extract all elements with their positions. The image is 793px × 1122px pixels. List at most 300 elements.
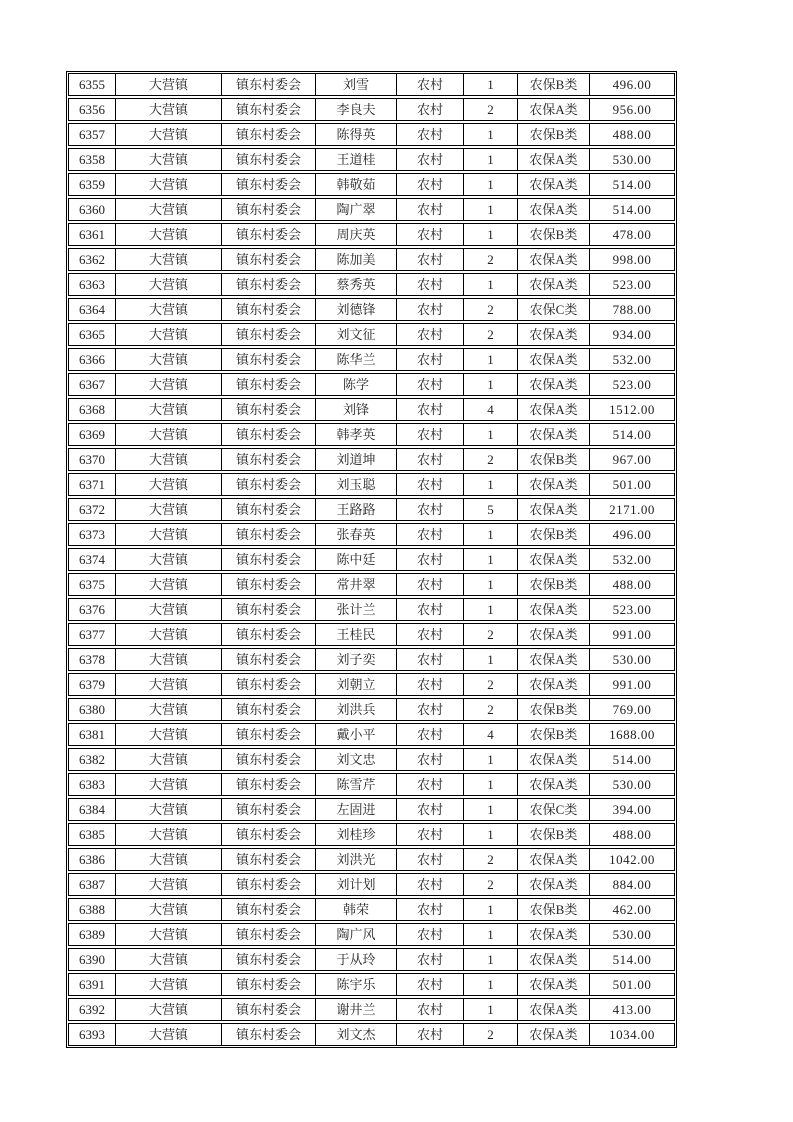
town-cell: 大营镇 bbox=[116, 673, 222, 696]
insurance-category-cell: 农保B类 bbox=[518, 223, 590, 246]
person-name-cell: 张计兰 bbox=[316, 598, 397, 621]
sequence-number-cell: 6392 bbox=[68, 998, 116, 1021]
amount-cell: 991.00 bbox=[590, 623, 675, 646]
sequence-number-cell: 6366 bbox=[68, 348, 116, 371]
table-row bbox=[68, 123, 675, 146]
person-count-cell: 1 bbox=[464, 798, 518, 821]
insurance-category-cell: 农保A类 bbox=[518, 398, 590, 421]
insurance-category-cell: 农保A类 bbox=[518, 648, 590, 671]
person-count-cell: 2 bbox=[464, 248, 518, 271]
table-row bbox=[68, 173, 675, 196]
amount-cell: 2171.00 bbox=[590, 498, 675, 521]
person-name-cell: 王道桂 bbox=[316, 148, 397, 171]
village-committee-cell: 镇东村委会 bbox=[222, 973, 316, 996]
town-cell: 大营镇 bbox=[116, 648, 222, 671]
amount-cell: 1034.00 bbox=[590, 1023, 675, 1046]
benefits-table bbox=[66, 71, 677, 1048]
insurance-category-cell: 农保A类 bbox=[518, 948, 590, 971]
residence-type-cell: 农村 bbox=[397, 398, 464, 421]
insurance-category-cell: 农保A类 bbox=[518, 373, 590, 396]
town-cell: 大营镇 bbox=[116, 698, 222, 721]
amount-cell: 514.00 bbox=[590, 173, 675, 196]
village-committee-cell: 镇东村委会 bbox=[222, 323, 316, 346]
insurance-category-cell: 农保B类 bbox=[518, 823, 590, 846]
insurance-category-cell: 农保B类 bbox=[518, 123, 590, 146]
table-row bbox=[68, 748, 675, 771]
amount-cell: 523.00 bbox=[590, 598, 675, 621]
table-row bbox=[68, 648, 675, 671]
town-cell: 大营镇 bbox=[116, 898, 222, 921]
village-committee-cell: 镇东村委会 bbox=[222, 373, 316, 396]
amount-cell: 1688.00 bbox=[590, 723, 675, 746]
village-committee-cell: 镇东村委会 bbox=[222, 498, 316, 521]
table-row bbox=[68, 323, 675, 346]
insurance-category-cell: 农保A类 bbox=[518, 973, 590, 996]
person-name-cell: 陈加美 bbox=[316, 248, 397, 271]
person-count-cell: 1 bbox=[464, 423, 518, 446]
residence-type-cell: 农村 bbox=[397, 948, 464, 971]
insurance-category-cell: 农保A类 bbox=[518, 873, 590, 896]
sequence-number-cell: 6370 bbox=[68, 448, 116, 471]
amount-cell: 956.00 bbox=[590, 98, 675, 121]
sequence-number-cell: 6361 bbox=[68, 223, 116, 246]
person-name-cell: 陈雪芹 bbox=[316, 773, 397, 796]
person-name-cell: 谢井兰 bbox=[316, 998, 397, 1021]
village-committee-cell: 镇东村委会 bbox=[222, 73, 316, 96]
town-cell: 大营镇 bbox=[116, 548, 222, 571]
insurance-category-cell: 农保A类 bbox=[518, 748, 590, 771]
residence-type-cell: 农村 bbox=[397, 748, 464, 771]
person-name-cell: 陈华兰 bbox=[316, 348, 397, 371]
insurance-category-cell: 农保C类 bbox=[518, 798, 590, 821]
person-name-cell: 刘桂珍 bbox=[316, 823, 397, 846]
sequence-number-cell: 6385 bbox=[68, 823, 116, 846]
person-name-cell: 蔡秀英 bbox=[316, 273, 397, 296]
town-cell: 大营镇 bbox=[116, 173, 222, 196]
sequence-number-cell: 6388 bbox=[68, 898, 116, 921]
residence-type-cell: 农村 bbox=[397, 98, 464, 121]
village-committee-cell: 镇东村委会 bbox=[222, 523, 316, 546]
table-row bbox=[68, 723, 675, 746]
table-row bbox=[68, 248, 675, 271]
village-committee-cell: 镇东村委会 bbox=[222, 348, 316, 371]
person-name-cell: 陈得英 bbox=[316, 123, 397, 146]
insurance-category-cell: 农保A类 bbox=[518, 198, 590, 221]
insurance-category-cell: 农保A类 bbox=[518, 148, 590, 171]
person-name-cell: 陈学 bbox=[316, 373, 397, 396]
person-count-cell: 1 bbox=[464, 748, 518, 771]
person-name-cell: 刘子奕 bbox=[316, 648, 397, 671]
table-row bbox=[68, 473, 675, 496]
village-committee-cell: 镇东村委会 bbox=[222, 473, 316, 496]
village-committee-cell: 镇东村委会 bbox=[222, 398, 316, 421]
amount-cell: 514.00 bbox=[590, 948, 675, 971]
town-cell: 大营镇 bbox=[116, 998, 222, 1021]
table-row bbox=[68, 198, 675, 221]
town-cell: 大营镇 bbox=[116, 323, 222, 346]
amount-cell: 934.00 bbox=[590, 323, 675, 346]
table-row bbox=[68, 523, 675, 546]
amount-cell: 488.00 bbox=[590, 573, 675, 596]
town-cell: 大营镇 bbox=[116, 573, 222, 596]
village-committee-cell: 镇东村委会 bbox=[222, 623, 316, 646]
town-cell: 大营镇 bbox=[116, 873, 222, 896]
amount-cell: 496.00 bbox=[590, 73, 675, 96]
person-count-cell: 1 bbox=[464, 198, 518, 221]
residence-type-cell: 农村 bbox=[397, 248, 464, 271]
person-count-cell: 1 bbox=[464, 823, 518, 846]
insurance-category-cell: 农保A类 bbox=[518, 598, 590, 621]
person-count-cell: 1 bbox=[464, 773, 518, 796]
person-name-cell: 刘雪 bbox=[316, 73, 397, 96]
amount-cell: 967.00 bbox=[590, 448, 675, 471]
village-committee-cell: 镇东村委会 bbox=[222, 748, 316, 771]
person-name-cell: 韩荣 bbox=[316, 898, 397, 921]
table-row bbox=[68, 923, 675, 946]
sequence-number-cell: 6374 bbox=[68, 548, 116, 571]
insurance-category-cell: 农保A类 bbox=[518, 98, 590, 121]
sequence-number-cell: 6378 bbox=[68, 648, 116, 671]
sequence-number-cell: 6360 bbox=[68, 198, 116, 221]
sequence-number-cell: 6371 bbox=[68, 473, 116, 496]
amount-cell: 532.00 bbox=[590, 348, 675, 371]
sequence-number-cell: 6380 bbox=[68, 698, 116, 721]
table-row bbox=[68, 73, 675, 96]
village-committee-cell: 镇东村委会 bbox=[222, 673, 316, 696]
amount-cell: 462.00 bbox=[590, 898, 675, 921]
person-count-cell: 1 bbox=[464, 173, 518, 196]
residence-type-cell: 农村 bbox=[397, 123, 464, 146]
person-name-cell: 刘道坤 bbox=[316, 448, 397, 471]
insurance-category-cell: 农保A类 bbox=[518, 473, 590, 496]
amount-cell: 514.00 bbox=[590, 423, 675, 446]
town-cell: 大营镇 bbox=[116, 823, 222, 846]
amount-cell: 1042.00 bbox=[590, 848, 675, 871]
village-committee-cell: 镇东村委会 bbox=[222, 898, 316, 921]
amount-cell: 530.00 bbox=[590, 773, 675, 796]
person-count-cell: 2 bbox=[464, 623, 518, 646]
amount-cell: 1512.00 bbox=[590, 398, 675, 421]
town-cell: 大营镇 bbox=[116, 298, 222, 321]
table-row bbox=[68, 798, 675, 821]
village-committee-cell: 镇东村委会 bbox=[222, 873, 316, 896]
village-committee-cell: 镇东村委会 bbox=[222, 273, 316, 296]
town-cell: 大营镇 bbox=[116, 848, 222, 871]
residence-type-cell: 农村 bbox=[397, 573, 464, 596]
table-row bbox=[68, 398, 675, 421]
person-count-cell: 1 bbox=[464, 348, 518, 371]
person-name-cell: 刘洪光 bbox=[316, 848, 397, 871]
residence-type-cell: 农村 bbox=[397, 373, 464, 396]
person-name-cell: 刘计划 bbox=[316, 873, 397, 896]
residence-type-cell: 农村 bbox=[397, 723, 464, 746]
insurance-category-cell: 农保A类 bbox=[518, 923, 590, 946]
town-cell: 大营镇 bbox=[116, 773, 222, 796]
sequence-number-cell: 6391 bbox=[68, 973, 116, 996]
town-cell: 大营镇 bbox=[116, 398, 222, 421]
residence-type-cell: 农村 bbox=[397, 423, 464, 446]
person-count-cell: 1 bbox=[464, 273, 518, 296]
table-row bbox=[68, 573, 675, 596]
residence-type-cell: 农村 bbox=[397, 473, 464, 496]
town-cell: 大营镇 bbox=[116, 1023, 222, 1046]
sequence-number-cell: 6386 bbox=[68, 848, 116, 871]
table-row bbox=[68, 623, 675, 646]
residence-type-cell: 农村 bbox=[397, 698, 464, 721]
amount-cell: 532.00 bbox=[590, 548, 675, 571]
person-count-cell: 4 bbox=[464, 398, 518, 421]
table-row bbox=[68, 423, 675, 446]
person-count-cell: 1 bbox=[464, 898, 518, 921]
amount-cell: 496.00 bbox=[590, 523, 675, 546]
person-count-cell: 2 bbox=[464, 673, 518, 696]
person-count-cell: 1 bbox=[464, 548, 518, 571]
table-row bbox=[68, 548, 675, 571]
village-committee-cell: 镇东村委会 bbox=[222, 198, 316, 221]
person-count-cell: 1 bbox=[464, 648, 518, 671]
town-cell: 大营镇 bbox=[116, 723, 222, 746]
person-name-cell: 李良夫 bbox=[316, 98, 397, 121]
sequence-number-cell: 6387 bbox=[68, 873, 116, 896]
table-row bbox=[68, 273, 675, 296]
person-count-cell: 1 bbox=[464, 223, 518, 246]
village-committee-cell: 镇东村委会 bbox=[222, 423, 316, 446]
town-cell: 大营镇 bbox=[116, 923, 222, 946]
table-row bbox=[68, 298, 675, 321]
table-row bbox=[68, 348, 675, 371]
town-cell: 大营镇 bbox=[116, 223, 222, 246]
residence-type-cell: 农村 bbox=[397, 623, 464, 646]
town-cell: 大营镇 bbox=[116, 273, 222, 296]
person-count-cell: 2 bbox=[464, 98, 518, 121]
residence-type-cell: 农村 bbox=[397, 148, 464, 171]
sequence-number-cell: 6382 bbox=[68, 748, 116, 771]
residence-type-cell: 农村 bbox=[397, 598, 464, 621]
village-committee-cell: 镇东村委会 bbox=[222, 848, 316, 871]
residence-type-cell: 农村 bbox=[397, 1023, 464, 1046]
village-committee-cell: 镇东村委会 bbox=[222, 173, 316, 196]
residence-type-cell: 农村 bbox=[397, 648, 464, 671]
person-name-cell: 韩敬茹 bbox=[316, 173, 397, 196]
village-committee-cell: 镇东村委会 bbox=[222, 548, 316, 571]
insurance-category-cell: 农保B类 bbox=[518, 523, 590, 546]
person-name-cell: 陈宇乐 bbox=[316, 973, 397, 996]
table-row bbox=[68, 448, 675, 471]
town-cell: 大营镇 bbox=[116, 523, 222, 546]
sequence-number-cell: 6365 bbox=[68, 323, 116, 346]
town-cell: 大营镇 bbox=[116, 798, 222, 821]
sequence-number-cell: 6389 bbox=[68, 923, 116, 946]
amount-cell: 413.00 bbox=[590, 998, 675, 1021]
table-row bbox=[68, 998, 675, 1021]
town-cell: 大营镇 bbox=[116, 123, 222, 146]
town-cell: 大营镇 bbox=[116, 73, 222, 96]
sequence-number-cell: 6393 bbox=[68, 1023, 116, 1046]
person-count-cell: 1 bbox=[464, 523, 518, 546]
residence-type-cell: 农村 bbox=[397, 323, 464, 346]
sequence-number-cell: 6379 bbox=[68, 673, 116, 696]
person-count-cell: 1 bbox=[464, 473, 518, 496]
person-count-cell: 1 bbox=[464, 948, 518, 971]
village-committee-cell: 镇东村委会 bbox=[222, 98, 316, 121]
person-name-cell: 陶广风 bbox=[316, 923, 397, 946]
sequence-number-cell: 6359 bbox=[68, 173, 116, 196]
insurance-category-cell: 农保A类 bbox=[518, 273, 590, 296]
amount-cell: 998.00 bbox=[590, 248, 675, 271]
person-name-cell: 韩孝英 bbox=[316, 423, 397, 446]
person-name-cell: 常井翠 bbox=[316, 573, 397, 596]
person-count-cell: 2 bbox=[464, 298, 518, 321]
town-cell: 大营镇 bbox=[116, 148, 222, 171]
residence-type-cell: 农村 bbox=[397, 173, 464, 196]
residence-type-cell: 农村 bbox=[397, 873, 464, 896]
person-count-cell: 2 bbox=[464, 448, 518, 471]
insurance-category-cell: 农保A类 bbox=[518, 673, 590, 696]
residence-type-cell: 农村 bbox=[397, 298, 464, 321]
residence-type-cell: 农村 bbox=[397, 498, 464, 521]
village-committee-cell: 镇东村委会 bbox=[222, 573, 316, 596]
sequence-number-cell: 6383 bbox=[68, 773, 116, 796]
table-row bbox=[68, 898, 675, 921]
sequence-number-cell: 6358 bbox=[68, 148, 116, 171]
amount-cell: 530.00 bbox=[590, 923, 675, 946]
village-committee-cell: 镇东村委会 bbox=[222, 298, 316, 321]
sequence-number-cell: 6390 bbox=[68, 948, 116, 971]
amount-cell: 769.00 bbox=[590, 698, 675, 721]
sequence-number-cell: 6356 bbox=[68, 98, 116, 121]
sequence-number-cell: 6376 bbox=[68, 598, 116, 621]
person-count-cell: 5 bbox=[464, 498, 518, 521]
village-committee-cell: 镇东村委会 bbox=[222, 598, 316, 621]
town-cell: 大营镇 bbox=[116, 373, 222, 396]
insurance-category-cell: 农保B类 bbox=[518, 723, 590, 746]
village-committee-cell: 镇东村委会 bbox=[222, 248, 316, 271]
sequence-number-cell: 6381 bbox=[68, 723, 116, 746]
town-cell: 大营镇 bbox=[116, 748, 222, 771]
sequence-number-cell: 6364 bbox=[68, 298, 116, 321]
person-count-cell: 2 bbox=[464, 698, 518, 721]
amount-cell: 530.00 bbox=[590, 148, 675, 171]
town-cell: 大营镇 bbox=[116, 473, 222, 496]
insurance-category-cell: 农保A类 bbox=[518, 998, 590, 1021]
residence-type-cell: 农村 bbox=[397, 773, 464, 796]
town-cell: 大营镇 bbox=[116, 973, 222, 996]
sequence-number-cell: 6363 bbox=[68, 273, 116, 296]
amount-cell: 523.00 bbox=[590, 273, 675, 296]
town-cell: 大营镇 bbox=[116, 598, 222, 621]
sequence-number-cell: 6372 bbox=[68, 498, 116, 521]
amount-cell: 501.00 bbox=[590, 973, 675, 996]
person-count-cell: 1 bbox=[464, 373, 518, 396]
person-count-cell: 2 bbox=[464, 323, 518, 346]
person-name-cell: 陈中廷 bbox=[316, 548, 397, 571]
person-count-cell: 2 bbox=[464, 848, 518, 871]
village-committee-cell: 镇东村委会 bbox=[222, 923, 316, 946]
person-count-cell: 1 bbox=[464, 573, 518, 596]
sequence-number-cell: 6357 bbox=[68, 123, 116, 146]
table-row bbox=[68, 773, 675, 796]
amount-cell: 523.00 bbox=[590, 373, 675, 396]
amount-cell: 514.00 bbox=[590, 748, 675, 771]
insurance-category-cell: 农保A类 bbox=[518, 848, 590, 871]
village-committee-cell: 镇东村委会 bbox=[222, 948, 316, 971]
person-name-cell: 刘锋 bbox=[316, 398, 397, 421]
residence-type-cell: 农村 bbox=[397, 73, 464, 96]
residence-type-cell: 农村 bbox=[397, 223, 464, 246]
residence-type-cell: 农村 bbox=[397, 198, 464, 221]
residence-type-cell: 农村 bbox=[397, 823, 464, 846]
insurance-category-cell: 农保A类 bbox=[518, 1023, 590, 1046]
insurance-category-cell: 农保A类 bbox=[518, 623, 590, 646]
amount-cell: 501.00 bbox=[590, 473, 675, 496]
village-committee-cell: 镇东村委会 bbox=[222, 123, 316, 146]
table-row bbox=[68, 948, 675, 971]
village-committee-cell: 镇东村委会 bbox=[222, 998, 316, 1021]
person-name-cell: 王路路 bbox=[316, 498, 397, 521]
amount-cell: 788.00 bbox=[590, 298, 675, 321]
insurance-category-cell: 农保C类 bbox=[518, 298, 590, 321]
town-cell: 大营镇 bbox=[116, 498, 222, 521]
amount-cell: 488.00 bbox=[590, 123, 675, 146]
insurance-category-cell: 农保A类 bbox=[518, 423, 590, 446]
person-name-cell: 刘文忠 bbox=[316, 748, 397, 771]
person-count-cell: 4 bbox=[464, 723, 518, 746]
residence-type-cell: 农村 bbox=[397, 923, 464, 946]
sequence-number-cell: 6355 bbox=[68, 73, 116, 96]
residence-type-cell: 农村 bbox=[397, 673, 464, 696]
sequence-number-cell: 6377 bbox=[68, 623, 116, 646]
table-row bbox=[68, 673, 675, 696]
person-name-cell: 张春英 bbox=[316, 523, 397, 546]
sequence-number-cell: 6367 bbox=[68, 373, 116, 396]
town-cell: 大营镇 bbox=[116, 623, 222, 646]
person-name-cell: 王桂民 bbox=[316, 623, 397, 646]
insurance-category-cell: 农保A类 bbox=[518, 248, 590, 271]
village-committee-cell: 镇东村委会 bbox=[222, 148, 316, 171]
amount-cell: 530.00 bbox=[590, 648, 675, 671]
residence-type-cell: 农村 bbox=[397, 798, 464, 821]
town-cell: 大营镇 bbox=[116, 198, 222, 221]
person-count-cell: 1 bbox=[464, 598, 518, 621]
village-committee-cell: 镇东村委会 bbox=[222, 698, 316, 721]
amount-cell: 514.00 bbox=[590, 198, 675, 221]
village-committee-cell: 镇东村委会 bbox=[222, 223, 316, 246]
village-committee-cell: 镇东村委会 bbox=[222, 648, 316, 671]
sequence-number-cell: 6373 bbox=[68, 523, 116, 546]
residence-type-cell: 农村 bbox=[397, 998, 464, 1021]
sequence-number-cell: 6384 bbox=[68, 798, 116, 821]
table-row bbox=[68, 373, 675, 396]
person-count-cell: 1 bbox=[464, 923, 518, 946]
person-count-cell: 1 bbox=[464, 73, 518, 96]
person-count-cell: 1 bbox=[464, 973, 518, 996]
table-row bbox=[68, 598, 675, 621]
village-committee-cell: 镇东村委会 bbox=[222, 448, 316, 471]
town-cell: 大营镇 bbox=[116, 98, 222, 121]
insurance-category-cell: 农保A类 bbox=[518, 173, 590, 196]
person-count-cell: 1 bbox=[464, 123, 518, 146]
person-name-cell: 左固进 bbox=[316, 798, 397, 821]
town-cell: 大营镇 bbox=[116, 948, 222, 971]
town-cell: 大营镇 bbox=[116, 423, 222, 446]
table-row bbox=[68, 873, 675, 896]
residence-type-cell: 农村 bbox=[397, 973, 464, 996]
village-committee-cell: 镇东村委会 bbox=[222, 798, 316, 821]
table-row bbox=[68, 823, 675, 846]
person-name-cell: 刘朝立 bbox=[316, 673, 397, 696]
residence-type-cell: 农村 bbox=[397, 273, 464, 296]
person-name-cell: 刘德锋 bbox=[316, 298, 397, 321]
